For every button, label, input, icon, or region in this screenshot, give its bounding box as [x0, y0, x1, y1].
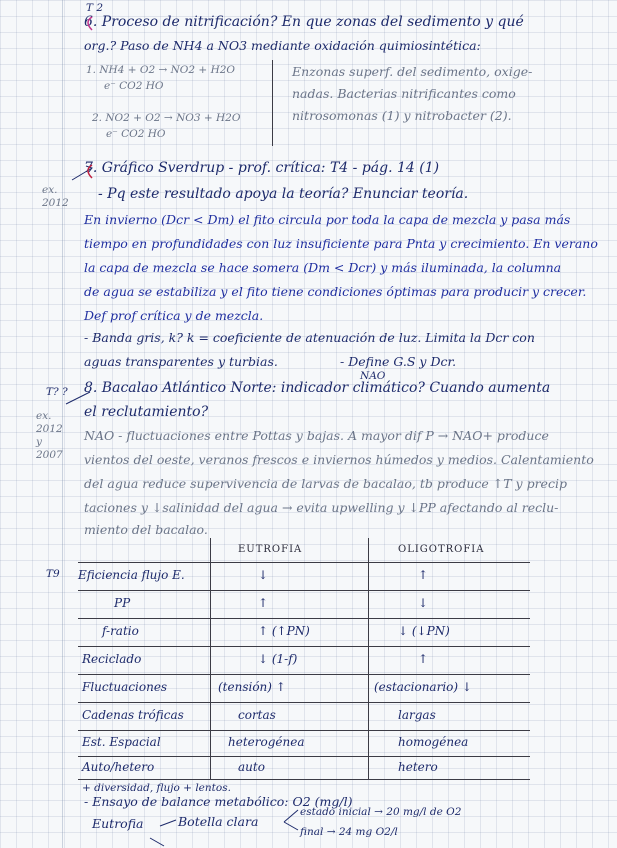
q7-line-5: Def prof crítica y de mezcla. — [84, 308, 264, 323]
q8-title-2: el reclutamiento? — [84, 404, 209, 420]
q7-line-1: En invierno (Dcr < Dm) el fito circula por toda la capa de mezcla y pasa más — [84, 212, 571, 227]
header-eutrofia: EUTROFIA — [238, 544, 303, 555]
row-label: Est. Espacial — [82, 735, 161, 749]
q8-line-2: vientos del oeste, veranos frescos e inviernos húmedos y medios. Calentamiento — [84, 452, 594, 467]
bottom-botella-clara: Botella clara — [178, 814, 259, 829]
row-oli: ↓ — [418, 596, 429, 610]
row-oli: ↑ — [418, 568, 429, 582]
q7-question-2b: aguas transparentes y turbias. — [84, 354, 278, 369]
row-eu: ↓ — [258, 568, 269, 582]
q8-nao-mark: NAO — [360, 370, 386, 382]
row-label: PP — [114, 596, 131, 610]
q7-line-3: la capa de mezcla se hace somera (Dm < Dcr) y más iluminada, la columna — [84, 260, 562, 275]
table-row-mark: T9 — [46, 568, 60, 580]
q6-eq1: 1. NH4 + O2 → NO2 + H2O — [86, 64, 236, 76]
q6-eq2-sub: e⁻ CO2 HO — [106, 128, 166, 140]
row-oli: hetero — [398, 760, 438, 774]
row-oli: (estacionario) ↓ — [374, 680, 472, 694]
row-label: Fluctuaciones — [82, 680, 168, 694]
q8-marks: T? ? — [46, 386, 68, 398]
q6-note-1: Enzonas superf. del sedimento, oxige- — [292, 64, 533, 79]
q7-question: - Pq este resultado apoya la teoría? Enunciar teoría. — [98, 186, 469, 202]
q8-line-1: NAO - fluctuaciones entre Pottas y bajas. A mayor dif P → NAO+ produce — [84, 428, 549, 443]
q8-title: 8. Bacalao Atlántico Norte: indicador climático? Cuando aumenta — [84, 380, 551, 396]
row-oli: largas — [398, 708, 436, 722]
row-eu: cortas — [238, 708, 276, 722]
row-oli: homogénea — [398, 735, 469, 749]
q6-note-3: nitrosomonas (1) y nitrobacter (2). — [292, 108, 512, 123]
row-eu: heterogénea — [228, 735, 305, 749]
bottom-final-state: final → 24 mg O2/l — [300, 826, 398, 838]
q6-eq1-sub: e⁻ CO2 HO — [104, 80, 164, 92]
q7-question-2c: - Define G.S y Dcr. — [340, 354, 457, 369]
row-oli: ↑ — [418, 652, 429, 666]
top-mark: T 2 — [86, 2, 104, 14]
q7-question-2: - Banda gris, k? k = coeficiente de atenuación de luz. Limita la Dcr con — [84, 330, 535, 345]
q6-eq2: 2. NO2 + O2 → NO3 + H2O — [92, 112, 241, 124]
row-eu: ↑ — [258, 596, 269, 610]
q8-line-3: del agua reduce supervivencia de larvas de bacalao, tb produce ↑T y precip — [84, 476, 567, 491]
q7-line-4: de agua se estabiliza y el fito tiene condiciones óptimas para producir y crecer. — [84, 284, 587, 299]
row-oli: ↓ (↓PN) — [398, 624, 450, 638]
row-label: Auto/hetero — [82, 760, 155, 774]
bottom-line-1: + diversidad, flujo + lentos. — [82, 782, 231, 794]
row-eu: ↑ (↑PN) — [258, 624, 310, 638]
q7-title: 7. Gráfico Sverdrup - prof. crítica: T4 - pág. 14 (1) — [84, 160, 440, 176]
row-label: Eficiencia flujo E. — [78, 568, 185, 582]
q7-line-2: tiempo en profundidades con luz insuficiente para Pnta y crecimiento. En verano — [84, 236, 598, 251]
header-oligotrofia: OLIGOTROFIA — [398, 544, 485, 555]
q6-title-2: org.? Paso de NH4 a NO3 mediante oxidación quimiosintética: — [84, 38, 481, 53]
bottom-initial-state: estado inicial → 20 mg/l de O2 — [300, 806, 462, 818]
q8-exam-tag: ex. 2012 y 2007 — [36, 410, 63, 461]
q8-line-5: miento del bacalao. — [84, 522, 208, 537]
q7-exam-tag: ex. 2012 — [42, 184, 69, 209]
row-eu: (tensión) ↑ — [218, 680, 286, 694]
row-eu: auto — [238, 760, 265, 774]
q6-note-2: nadas. Bacterias nitrificantes como — [292, 86, 516, 101]
row-eu: ↓ (1-f) — [258, 652, 298, 666]
q8-line-4: taciones y ↓salinidad del agua → evita upwelling y ↓PP afectando al reclu- — [84, 500, 559, 515]
row-label: Reciclado — [82, 652, 142, 666]
q6-title: 6. Proceso de nitrificación? En que zonas del sedimento y qué — [84, 14, 524, 30]
bottom-line-2: - Ensayo de balance metabólico: O2 (mg/l) — [84, 794, 353, 809]
bottom-eutrofia: Eutrofia — [92, 816, 144, 831]
row-label: f-ratio — [102, 624, 139, 638]
row-label: Cadenas tróficas — [82, 708, 184, 722]
